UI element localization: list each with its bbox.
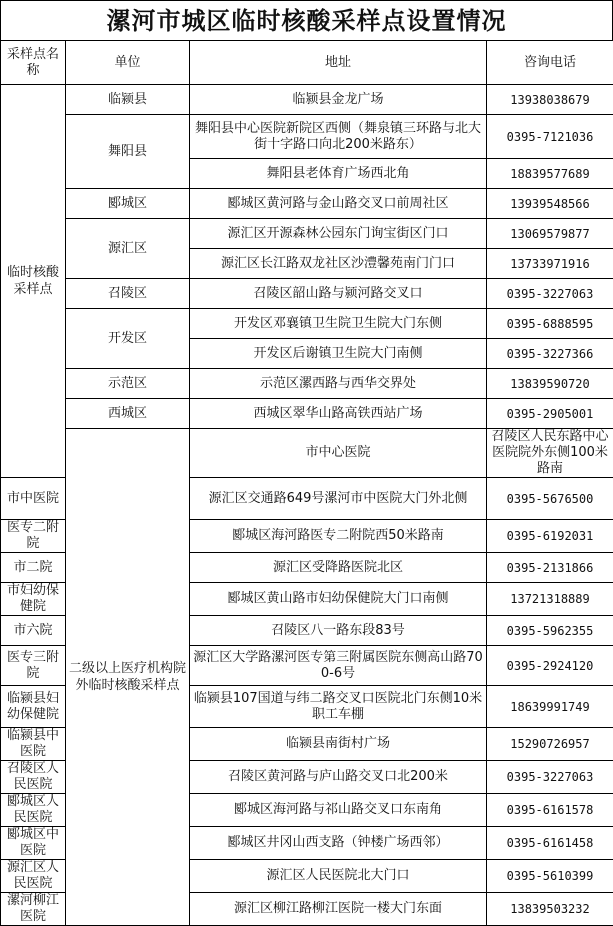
phone-cell: 0395-3227063	[487, 279, 613, 309]
category-cell: 二级以上医疗机构院外临时核酸采样点	[66, 429, 190, 926]
unit-cell: 舞阳县	[66, 115, 190, 189]
unit-cell: 市中医院	[1, 478, 66, 520]
address-cell: 源汇区人民医院北大门口	[190, 860, 487, 893]
phone-cell: 0395-2131866	[487, 553, 613, 583]
phone-cell: 0395-2924120	[487, 646, 613, 686]
phone-cell: 18639991749	[487, 686, 613, 728]
phone-cell: 0395-5676500	[487, 478, 613, 520]
address-cell: 郾城区井冈山西支路（钟楼广场西邻）	[190, 827, 487, 860]
unit-cell: 召陵区人民医院	[1, 761, 66, 794]
address-cell: 临颍县107国道与纬二路交叉口医院北门东侧10米职工车棚	[190, 686, 487, 728]
unit-cell: 医专三附院	[1, 646, 66, 686]
address-cell: 西城区翠华山路高铁西站广场	[190, 399, 487, 429]
address-cell: 舞阳县老体育广场西北角	[190, 159, 487, 189]
header-category: 采样点名称	[1, 41, 66, 85]
unit-cell: 示范区	[66, 369, 190, 399]
address-cell: 召陵区黄河路与庐山路交叉口北200米	[190, 761, 487, 794]
table-row	[1, 85, 613, 115]
address-cell: 郾城区黄山路市妇幼保健院大门口南侧	[190, 583, 487, 616]
table-row	[1, 219, 613, 249]
address-cell: 源汇区受降路医院北区	[190, 553, 487, 583]
phone-cell: 0395-3227063	[487, 761, 613, 794]
phone-cell: 13839590720	[487, 369, 613, 399]
phone-cell: 18839577689	[487, 159, 613, 189]
address-cell: 召陵区八一路东段83号	[190, 616, 487, 646]
sampling-points-table	[0, 40, 613, 926]
header-unit: 单位	[66, 41, 190, 85]
unit-cell: 源汇区	[66, 219, 190, 279]
table-row	[1, 369, 613, 399]
address-cell: 开发区后谢镇卫生院大门南侧	[190, 339, 487, 369]
unit-cell: 市六院	[1, 616, 66, 646]
unit-cell: 市中心医院	[190, 429, 487, 478]
address-cell: 临颍县金龙广场	[190, 85, 487, 115]
table-row	[1, 115, 613, 159]
address-cell: 源汇区柳江路柳江医院一楼大门东面	[190, 893, 487, 926]
address-cell: 郾城区黄河路与金山路交叉口前周社区	[190, 189, 487, 219]
address-cell: 舞阳县中心医院新院区西侧（舞泉镇三环路与北大街十字路口向北200米路东）	[190, 115, 487, 159]
address-cell: 源汇区大学路漯河医专第三附属医院东侧高山路700-6号	[190, 646, 487, 686]
phone-cell: 15290726957	[487, 728, 613, 761]
category-cell: 临时核酸采样点	[1, 85, 66, 478]
table-row	[1, 189, 613, 219]
page-title: 漯河市城区临时核酸采样点设置情况	[0, 0, 613, 40]
table-row	[1, 399, 613, 429]
address-cell: 召陵区韶山路与颍河路交叉口	[190, 279, 487, 309]
address-cell: 源汇区长江路双龙社区沙澧馨苑南门门口	[190, 249, 487, 279]
phone-cell: 13721318889	[487, 583, 613, 616]
address-cell: 临颍县南街村广场	[190, 728, 487, 761]
header-address: 地址	[190, 41, 487, 85]
unit-cell: 临颍县妇幼保健院	[1, 686, 66, 728]
address-cell: 源汇区交通路649号漯河市中医院大门外北侧	[190, 478, 487, 520]
unit-cell: 源汇区人民医院	[1, 860, 66, 893]
phone-cell: 0395-5962355	[487, 616, 613, 646]
unit-cell: 临颍县中医院	[1, 728, 66, 761]
address-cell: 郾城区海河路医专二附院西50米路南	[190, 520, 487, 553]
unit-cell: 临颍县	[66, 85, 190, 115]
phone-cell: 13069579877	[487, 219, 613, 249]
unit-cell: 召陵区	[66, 279, 190, 309]
address-cell: 示范区漯西路与西华交界处	[190, 369, 487, 399]
unit-cell: 郾城区	[66, 189, 190, 219]
unit-cell: 医专二附院	[1, 520, 66, 553]
header-phone: 咨询电话	[487, 41, 613, 85]
phone-cell: 0395-3227366	[487, 339, 613, 369]
table-header-row	[1, 41, 613, 85]
table-row	[1, 309, 613, 339]
phone-cell: 0395-5610399	[487, 860, 613, 893]
phone-cell: 13939548566	[487, 189, 613, 219]
phone-cell: 0395-2905001	[487, 399, 613, 429]
unit-cell: 漯河柳江医院	[1, 893, 66, 926]
address-cell: 郾城区海河路与祁山路交叉口东南角	[190, 794, 487, 827]
phone-cell: 0395-6192031	[487, 520, 613, 553]
table-row	[1, 279, 613, 309]
unit-cell: 西城区	[66, 399, 190, 429]
phone-cell: 0395-6161578	[487, 794, 613, 827]
phone-cell: 13839503232	[487, 893, 613, 926]
unit-cell: 市二院	[1, 553, 66, 583]
phone-cell: 13733971916	[487, 249, 613, 279]
phone-cell: 0395-7121036	[487, 115, 613, 159]
address-cell: 源汇区开源森林公园东门询宝街区门口	[190, 219, 487, 249]
address-cell: 开发区邓襄镇卫生院卫生院大门东侧	[190, 309, 487, 339]
phone-cell: 0395-6161458	[487, 827, 613, 860]
phone-cell: 13938038679	[487, 85, 613, 115]
table-row	[1, 429, 613, 478]
unit-cell: 郾城区中医院	[1, 827, 66, 860]
address-cell: 召陵区人民东路中心医院院外东侧100米路南	[487, 429, 613, 478]
unit-cell: 开发区	[66, 309, 190, 369]
phone-cell: 0395-6888595	[487, 309, 613, 339]
unit-cell: 郾城区人民医院	[1, 794, 66, 827]
unit-cell: 市妇幼保健院	[1, 583, 66, 616]
